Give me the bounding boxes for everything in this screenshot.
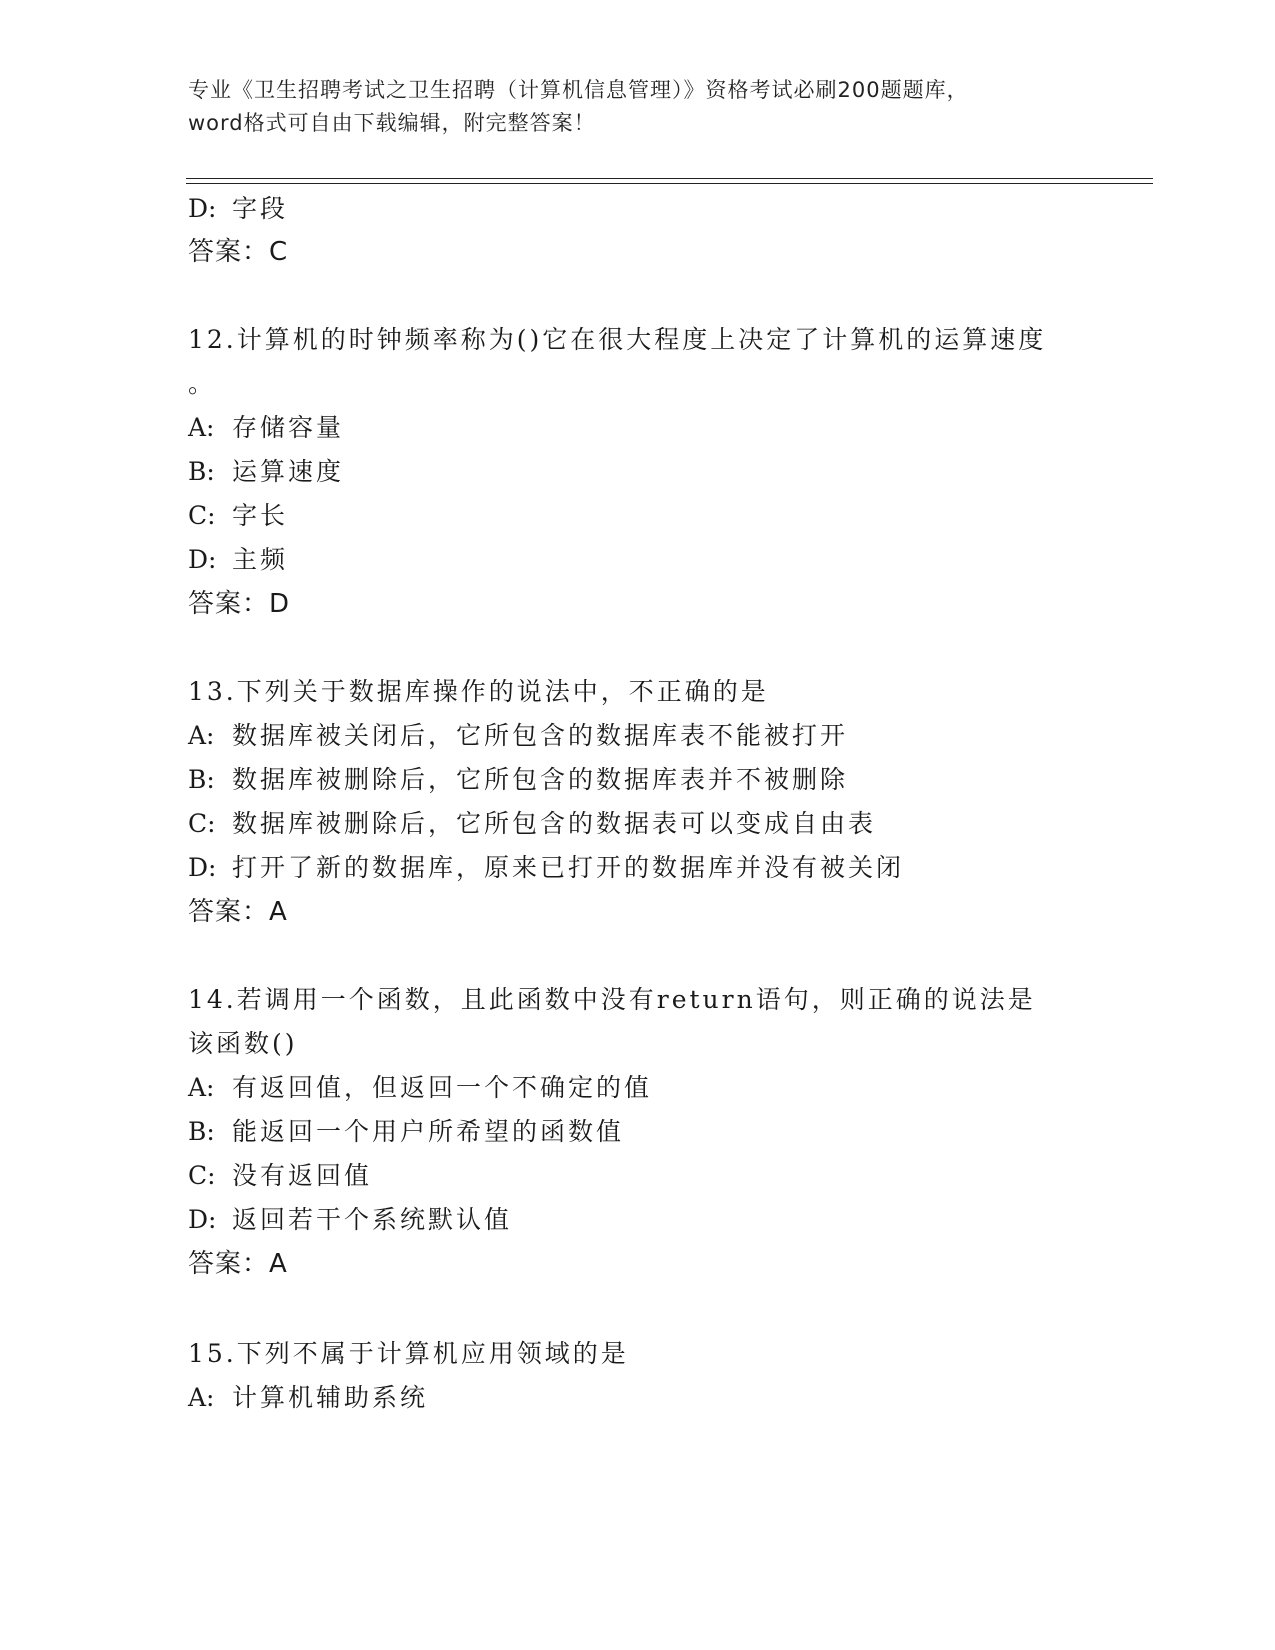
- q15-stem-line-1: 15.下列不属于计算机应用领域的是: [188, 1339, 629, 1368]
- q12-option-d: [188, 544, 288, 576]
- q14-option-d: [188, 1204, 512, 1236]
- option-text: 存储容量: [232, 413, 345, 442]
- option-text: 返回若干个系统默认值: [232, 1205, 513, 1234]
- option-key: A:: [188, 1383, 215, 1412]
- q13-option-a: [188, 720, 848, 752]
- q12-stem-line-2: 。: [188, 369, 217, 398]
- option-text: 字长: [232, 501, 289, 530]
- option-key: D:: [188, 545, 217, 574]
- option-text: 没有返回值: [232, 1161, 373, 1190]
- q14-option-b: [188, 1116, 624, 1148]
- option-key: C:: [188, 1161, 216, 1190]
- q14-stem-line-2: 该函数(): [188, 1029, 298, 1058]
- q12-option-b: [188, 456, 344, 488]
- document-header: [188, 74, 1088, 140]
- option-text: 字段: [232, 194, 289, 223]
- q12-stem-line-1: 12.计算机的时钟频率称为()它在很大程度上决定了计算机的运算速度: [188, 325, 1047, 354]
- q13-option-b: [188, 764, 848, 796]
- option-text: 数据库被删除后，它所包含的数据表可以变成自由表: [232, 809, 877, 838]
- option-key: D:: [188, 853, 217, 882]
- option-key: D:: [188, 1205, 217, 1234]
- q13-option-c: [188, 808, 876, 840]
- option-text: 主频: [232, 545, 289, 574]
- option-text: 运算速度: [232, 457, 345, 486]
- header-divider-bottom: [186, 183, 1153, 184]
- option-text: 打开了新的数据库，原来已打开的数据库并没有被关闭: [232, 853, 905, 882]
- q15-option-a: [188, 1382, 428, 1414]
- option-key: A:: [188, 1073, 215, 1102]
- option-text: 计算机辅助系统: [232, 1383, 429, 1412]
- option-key: B:: [188, 1117, 215, 1146]
- header-line-1: 专业《卫生招聘考试之卫生招聘（计算机信息管理）》资格考试必刷200题题库，: [188, 78, 969, 102]
- option-key: D:: [188, 194, 217, 223]
- prev-option-d: [188, 193, 288, 225]
- option-key: C:: [188, 809, 216, 838]
- q12-option-c: [188, 500, 288, 532]
- prev-answer: 答案：C: [188, 237, 289, 267]
- q14-option-c: [188, 1160, 372, 1192]
- option-key: A:: [188, 721, 215, 750]
- q13-stem-line-1: 13.下列关于数据库操作的说法中，不正确的是: [188, 677, 769, 706]
- option-text: 数据库被删除后，它所包含的数据库表并不被删除: [232, 765, 849, 794]
- option-key: A:: [188, 413, 215, 442]
- q12-answer: 答案：D: [188, 589, 291, 619]
- option-key: B:: [188, 765, 215, 794]
- q14-option-a: [188, 1072, 652, 1104]
- q12-option-a: [188, 412, 344, 444]
- option-text: 数据库被关闭后，它所包含的数据库表不能被打开: [232, 721, 849, 750]
- header-line-2: word格式可自由下载编辑，附完整答案！: [188, 111, 596, 135]
- option-text: 能返回一个用户所希望的函数值: [232, 1117, 625, 1146]
- header-divider-top: [186, 178, 1153, 179]
- option-text: 有返回值，但返回一个不确定的值: [232, 1073, 653, 1102]
- q14-answer: 答案：A: [188, 1249, 288, 1279]
- q13-answer: 答案：A: [188, 897, 288, 927]
- q14-stem-line-1: 14.若调用一个函数，且此函数中没有return语句，则正确的说法是: [188, 985, 1036, 1014]
- option-key: C:: [188, 501, 216, 530]
- option-key: B:: [188, 457, 215, 486]
- q13-option-d: [188, 852, 904, 884]
